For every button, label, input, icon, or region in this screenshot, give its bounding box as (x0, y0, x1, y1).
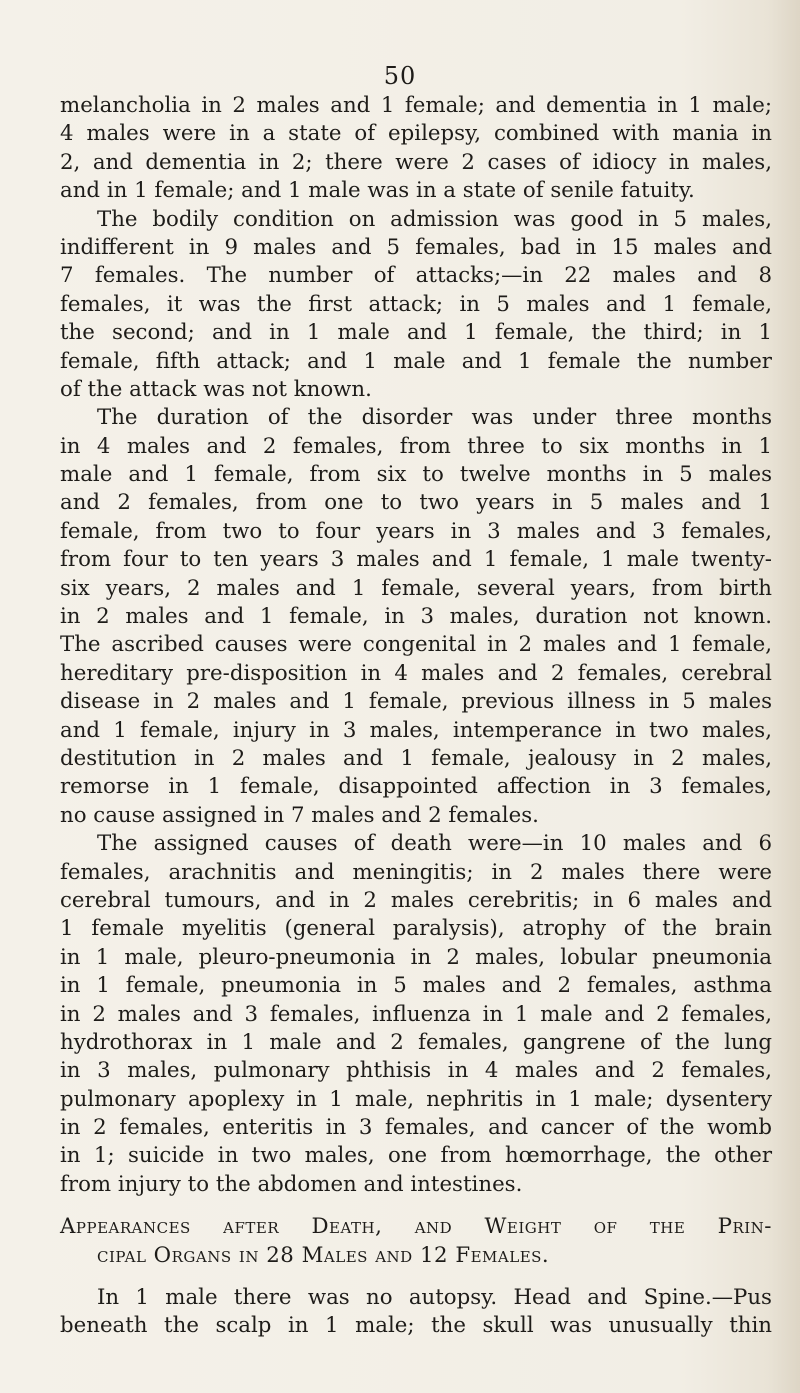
text-line: in 1; suicide in two males, one from hœmorrhage, the other (60, 1143, 772, 1169)
text-line: of the attack was not known. (60, 376, 372, 402)
paragraph-causes-of-death (60, 830, 772, 1199)
text-line: in 2 males and 3 females, influenza in 1 male and 2 females, (60, 1001, 772, 1027)
section-heading (60, 1213, 772, 1270)
text-line: female, from two to four years in 3 males and 3 females, (60, 518, 772, 544)
text-line: female, fifth attack; and 1 male and 1 female the number (60, 348, 772, 374)
text-line: females, arachnitis and meningitis; in 2 males there were (60, 859, 772, 885)
paragraph-duration-causes (60, 404, 772, 830)
text-line: remorse in 1 female, disappointed affection in 3 females, (60, 774, 772, 800)
page-number: 50 (383, 62, 417, 90)
text-line: from four to ten years 3 males and 1 female, 1 male twenty- (60, 547, 772, 573)
text-line: and 1 female, injury in 3 males, intemperance in two males, (60, 717, 772, 743)
text-line: and in 1 female; and 1 male was in a state of senile fatuity. (60, 178, 695, 204)
text-line: the second; and in 1 male and 1 female, the third; in 1 (60, 320, 772, 346)
text-line: disease in 2 males and 1 female, previous illness in 5 males (60, 689, 772, 715)
paragraph-mental-states (60, 92, 772, 206)
text-line: in 1 male, pleuro-pneumonia in 2 males, lobular pneumonia (60, 944, 772, 970)
text-line: pulmonary apoplexy in 1 male, nephritis in 1 male; dysentery (60, 1086, 772, 1112)
text-line: melancholia in 2 males and 1 female; and dementia in 1 male; (60, 93, 772, 118)
text-line: no cause assigned in 7 males and 2 females. (60, 802, 539, 828)
text-line: in 2 males and 1 female, in 3 males, duration not known. (60, 604, 772, 630)
text-line: beneath the scalp in 1 male; the skull was unusually thin (60, 1313, 772, 1339)
text-line: six years, 2 males and 1 female, several years, from birth (60, 575, 772, 601)
text-line: indifferent in 9 males and 5 females, bad in 15 males and (60, 234, 772, 260)
text-line: in 3 males, pulmonary phthisis in 4 males and 2 females, (60, 1058, 772, 1084)
paragraph-bodily-condition (60, 206, 772, 405)
heading-line: Appearances after Death, and Weight of the Prin- (60, 1214, 772, 1240)
text-line: The bodily condition on admission was good in 5 males, (97, 206, 772, 232)
body-text (60, 92, 772, 1341)
text-line: in 1 female, pneumonia in 5 males and 2 females, asthma (60, 973, 772, 999)
text-line: 4 males were in a state of epilepsy, combined with mania in (60, 121, 772, 147)
text-line: females, it was the first attack; in 5 males and 1 female, (60, 291, 772, 317)
text-line: cerebral tumours, and in 2 males cerebritis; in 6 males and (60, 887, 772, 913)
text-line: 2, and dementia in 2; there were 2 cases of idiocy in males, (60, 149, 772, 175)
text-line: from injury to the abdomen and intestines. (60, 1171, 523, 1197)
text-line: The assigned causes of death were—in 10 males and 6 (97, 831, 772, 857)
text-line: male and 1 female, from six to twelve months in 5 males (60, 462, 772, 488)
paragraph-autopsy (60, 1284, 772, 1341)
text-line: 7 females. The number of attacks;—in 22 males and 8 (60, 263, 772, 289)
text-line: hereditary pre-disposition in 4 males and 2 females, cerebral (60, 660, 772, 686)
text-line: 1 female myelitis (general paralysis), atrophy of the brain (60, 916, 772, 942)
text-line: The duration of the disorder was under three months (97, 405, 772, 431)
text-line: and 2 females, from one to two years in 5 males and 1 (60, 490, 772, 516)
text-line: in 4 males and 2 females, from three to six months in 1 (60, 433, 772, 459)
heading-line: cipal Organs in 28 Males and 12 Females. (97, 1242, 550, 1268)
text-line: The ascribed causes were congenital in 2 males and 1 female, (60, 632, 772, 658)
text-line: destitution in 2 males and 1 female, jealousy in 2 males, (60, 745, 772, 771)
text-line: hydrothorax in 1 male and 2 females, gangrene of the lung (60, 1029, 772, 1055)
text-line: in 2 females, enteritis in 3 females, and cancer of the womb (60, 1115, 772, 1141)
text-line: In 1 male there was no autopsy. Head and Spine.—Pus (97, 1285, 772, 1311)
